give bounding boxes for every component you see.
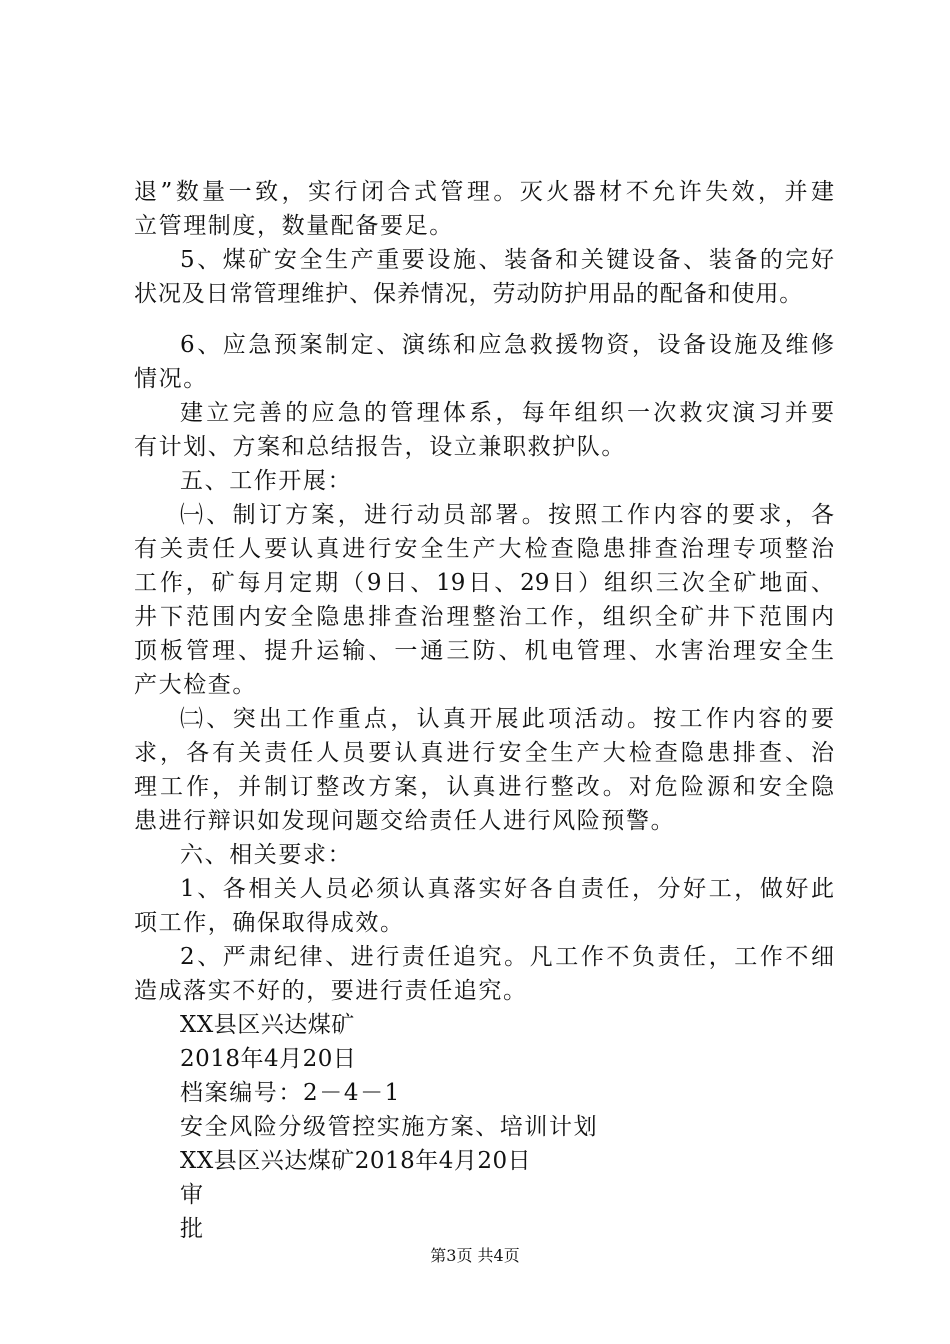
body-line: 项工作，确保取得成效。 xyxy=(134,910,405,936)
body-line: 理工作，并制订整改方案，认真进行整改。对危险源和安全隐 xyxy=(134,774,834,800)
section-heading: 六、相关要求： xyxy=(180,842,353,868)
body-line: 2、严肃纪律、进行责任追究。凡工作不负责任，工作不细 xyxy=(180,944,834,970)
signature-company: XX县区兴达煤矿 xyxy=(180,1012,355,1038)
body-line: 状况及日常管理维护、保养情况，劳动防护用品的配备和使用。 xyxy=(134,281,804,307)
body-line: 有关责任人要认真进行安全生产大检查隐患排查治理专项整治 xyxy=(134,536,834,562)
body-line: 情况。 xyxy=(134,366,208,392)
signature-date: 2018年4月20日 xyxy=(180,1046,357,1072)
body-line: 求，各有关责任人员要认真进行安全生产大检查隐患排查、治 xyxy=(134,740,834,766)
body-line: 6、应急预案制定、演练和应急救援物资，设备设施及维修 xyxy=(180,332,834,358)
body-line: 立管理制度，数量配备要足。 xyxy=(134,213,454,239)
body-line: 5、煤矿安全生产重要设施、装备和关键设备、装备的完好 xyxy=(180,247,834,273)
body-line: 建立完善的应急的管理体系，每年组织一次救灾演习并要 xyxy=(180,400,834,426)
body-line: 有计划、方案和总结报告，设立兼职救护队。 xyxy=(134,434,626,460)
body-line: 工作，矿每月定期（9日、19日、29日）组织三次全矿地面、 xyxy=(134,570,834,596)
body-line: ㈠、制订方案，进行动员部署。按照工作内容的要求，各 xyxy=(180,502,834,528)
body-line: 1、各相关人员必须认真落实好各自责任，分好工，做好此 xyxy=(180,876,834,902)
body-line: 顶板管理、提升运输、一通三防、机电管理、水害治理安全生 xyxy=(134,638,834,664)
company-date: XX县区兴达煤矿2018年4月20日 xyxy=(180,1148,532,1174)
document-title: 安全风险分级管控实施方案、培训计划 xyxy=(180,1114,599,1140)
body-line: 患进行辩识如发现问题交给责任人进行风险预警。 xyxy=(134,808,676,834)
approval-char: 批 xyxy=(180,1216,205,1242)
body-line: ㈡、突出工作重点，认真开展此项活动。按工作内容的要 xyxy=(180,706,834,732)
section-heading: 五、工作开展： xyxy=(180,468,353,494)
approval-char: 审 xyxy=(180,1182,205,1208)
body-line: 退”数量一致，实行闭合式管理。灭火器材不允许失效，并建 xyxy=(134,179,834,205)
page-footer: 第3页 共4页 xyxy=(430,1246,520,1265)
body-line: 产大检查。 xyxy=(134,672,257,698)
body-line: 造成落实不好的，要进行责任追究。 xyxy=(134,978,528,1004)
archive-number: 档案编号：2－4－1 xyxy=(180,1080,401,1106)
body-line: 井下范围内安全隐患排查治理整治工作，组织全矿井下范围内 xyxy=(134,604,834,630)
